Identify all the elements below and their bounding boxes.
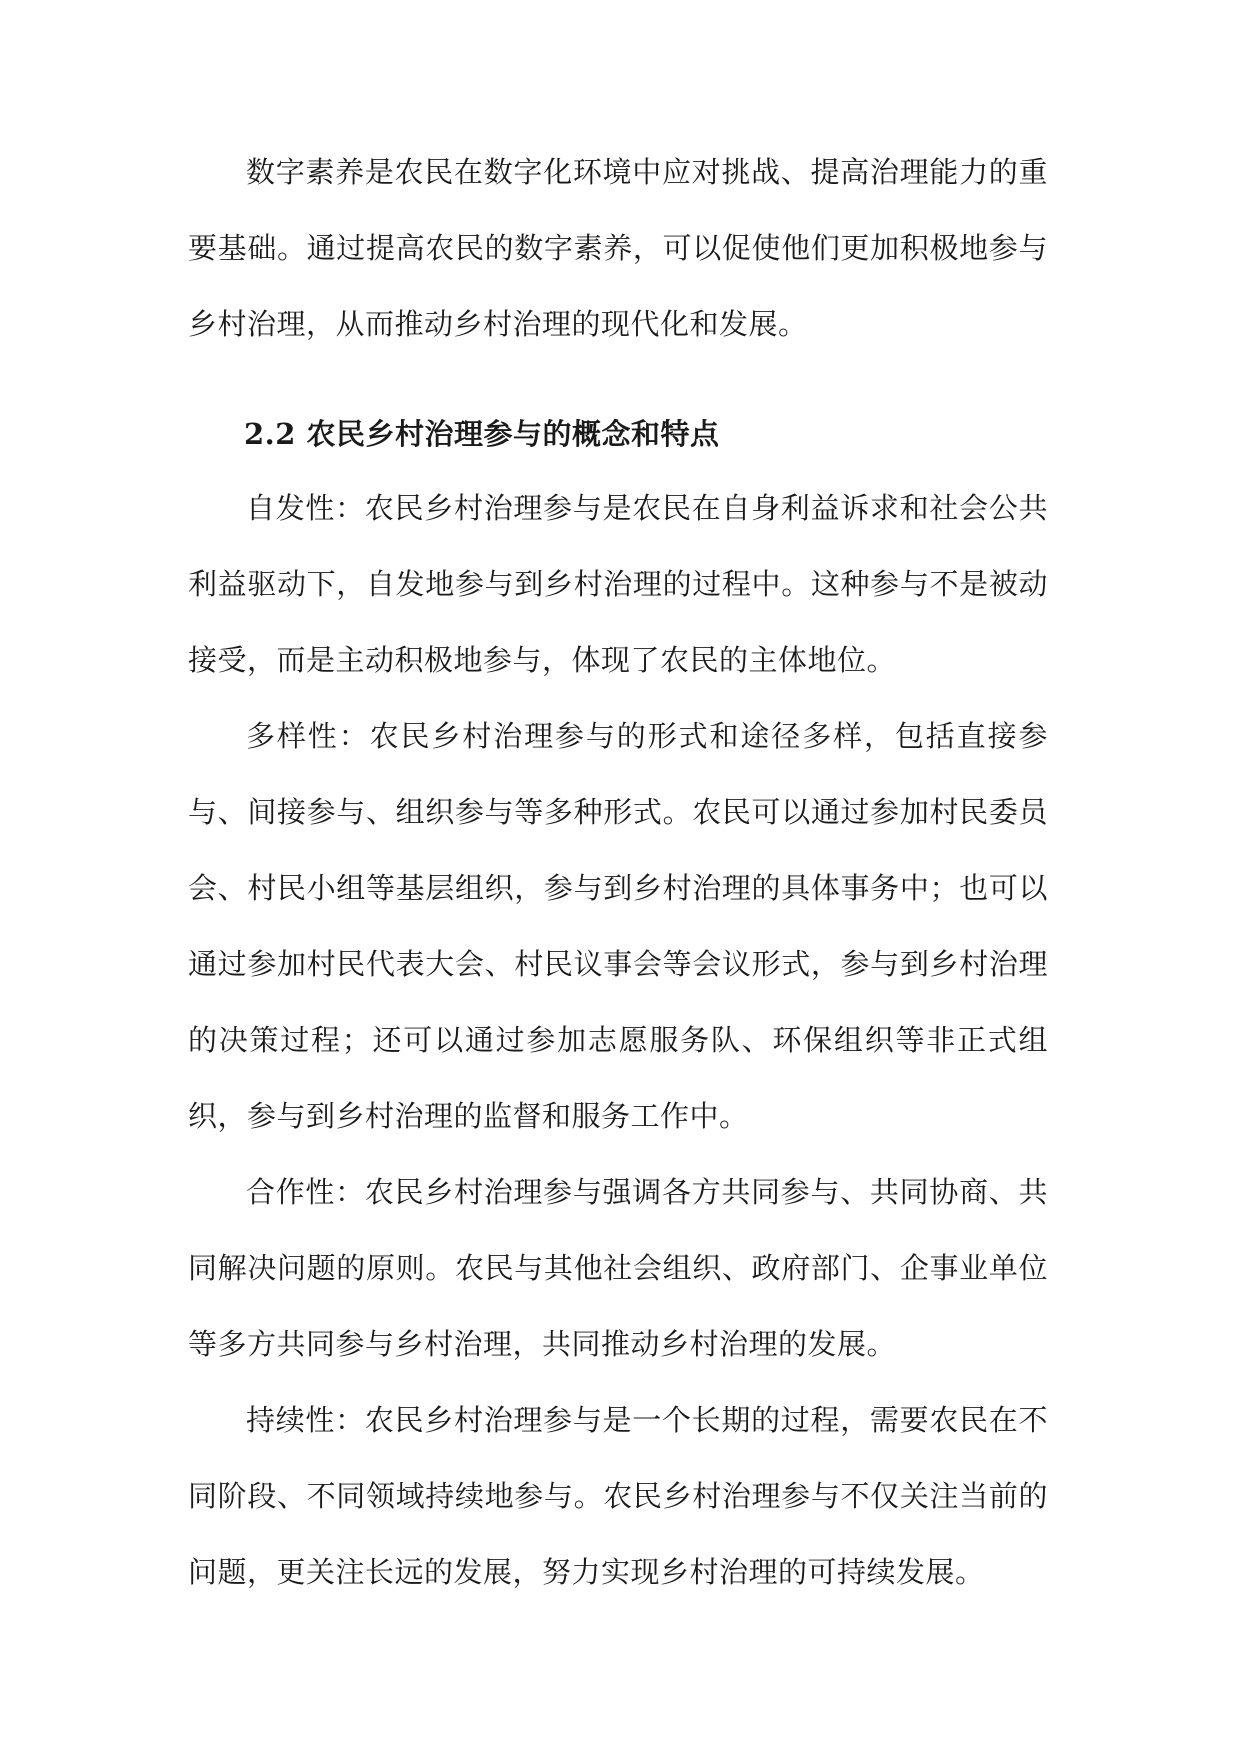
paragraph-spontaneity: 自发性：农民乡村治理参与是农民在自身利益诉求和社会公共利益驱动下，自发地参与到乡村治理的过程中。这种参与不是被动接受，而是主动积极地参与，体现了农民的主体地位。: [188, 491, 1048, 677]
intro-paragraph: 数字素养是农民在数字化环境中应对挑战、提高治理能力的重要基础。通过提高农民的数字素养，可以促使他们更加积极地参与乡村治理，从而推动乡村治理的现代化和发展。: [188, 155, 1048, 341]
paragraph-diversity: 多样性：农民乡村治理参与的形式和途径多样，包括直接参与、间接参与、组织参与等多种形式。农民可以通过参加村民委员会、村民小组等基层组织，参与到乡村治理的具体事务中；也可以通过参加村民代表大会、村民议事会等会议形式，参与到乡村治理的决策过程；还可以通过参加志愿服务队、环保组织等非正式组织，参与到乡村治理的监督和服务工作中。: [188, 719, 1048, 1133]
paragraph-cooperation: 合作性：农民乡村治理参与强调各方共同参与、共同协商、共同解决问题的原则。农民与其他社会组织、政府部门、企事业单位等多方共同参与乡村治理，共同推动乡村治理的发展。: [188, 1175, 1048, 1361]
section-heading: 2.2 农民乡村治理参与的概念和特点: [244, 417, 720, 451]
paragraph-continuity: 持续性：农民乡村治理参与是一个长期的过程，需要农民在不同阶段、不同领域持续地参与。农民乡村治理参与不仅关注当前的问题，更关注长远的发展，努力实现乡村治理的可持续发展。: [188, 1403, 1048, 1589]
section-body: [188, 470, 1048, 1610]
